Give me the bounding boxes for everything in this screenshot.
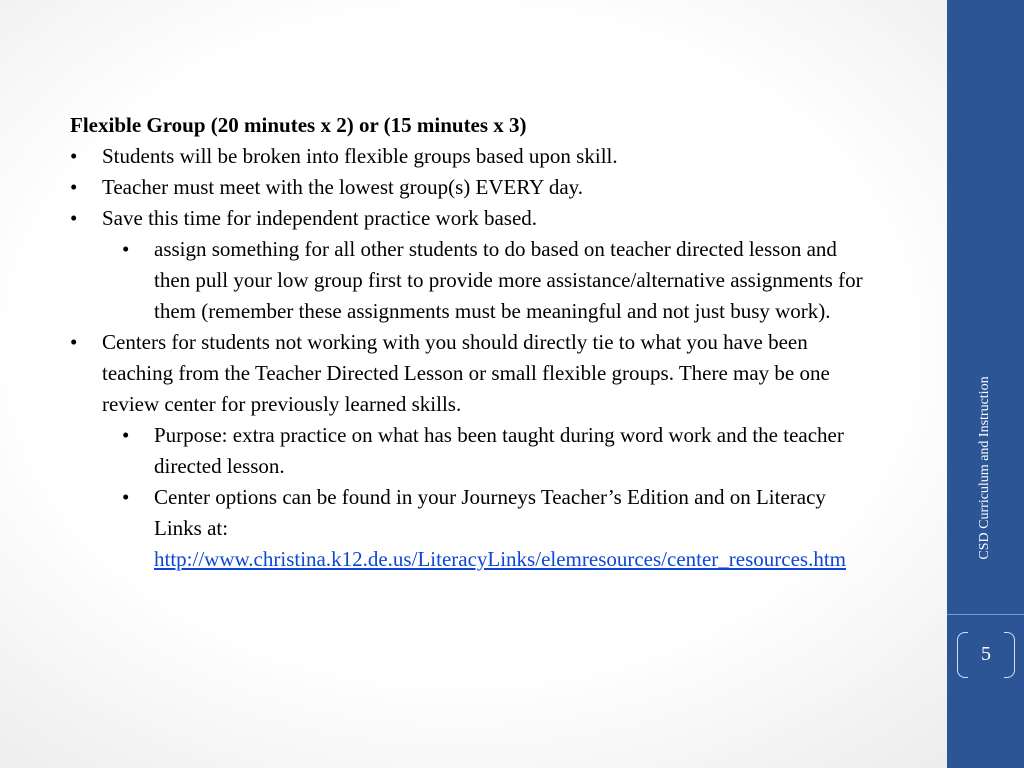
literacy-links-link[interactable]: http://www.christina.k12.de.us/LiteracyLinks/elemresources/center_resources.htm bbox=[154, 547, 847, 571]
bullet-text: Teacher must meet with the lowest group(s) EVERY day. bbox=[102, 175, 584, 199]
sub-bullet-text: Purpose: extra practice on what has been taught during word work and the teacher directed lesson. bbox=[154, 423, 844, 478]
bullet-icon: • bbox=[122, 485, 130, 509]
bullet-text: Students will be broken into flexible groups based upon skill. bbox=[102, 144, 618, 168]
sub-bullet-text: Center options can be found in your Journeys Teacher’s Edition and on Literacy Links at: bbox=[154, 485, 826, 540]
bullet-icon: • bbox=[70, 144, 78, 168]
page-number: 5 bbox=[981, 643, 991, 665]
bullet-icon: • bbox=[122, 423, 130, 447]
slide-content bbox=[70, 110, 870, 575]
list-item bbox=[70, 141, 870, 172]
sub-bullet-text: assign something for all other students to do based on teacher directed lesson and then pull your low group first to provide more assistance/alternative assignments for them (remember these assignments must be meaningful and not just busy work). bbox=[154, 237, 863, 323]
bullet-icon: • bbox=[70, 206, 78, 230]
page-number-badge bbox=[957, 632, 1015, 678]
slide-heading: Flexible Group (20 minutes x 2) or (15 minutes x 3) bbox=[70, 113, 527, 137]
list-item bbox=[70, 203, 870, 234]
bullet-list bbox=[70, 141, 870, 575]
sidebar-divider bbox=[947, 614, 1024, 615]
sidebar bbox=[947, 0, 1024, 768]
bullet-icon: • bbox=[70, 330, 78, 354]
bullet-text: Centers for students not working with you should directly tie to what you have been teaching from the Teacher Directed Lesson or small flexible groups. There may be one review center for previously learned skills. bbox=[102, 330, 830, 416]
sidebar-vertical-text: CSD Curriculum and Instruction bbox=[977, 376, 992, 560]
bullet-text: Save this time for independent practice work based. bbox=[102, 206, 538, 230]
sub-list-item bbox=[70, 420, 870, 482]
bullet-icon: • bbox=[122, 237, 130, 261]
list-item bbox=[70, 172, 870, 203]
sub-list-item bbox=[70, 234, 870, 327]
bullet-icon: • bbox=[70, 175, 78, 199]
list-item bbox=[70, 327, 870, 420]
sub-list-item bbox=[70, 482, 870, 575]
